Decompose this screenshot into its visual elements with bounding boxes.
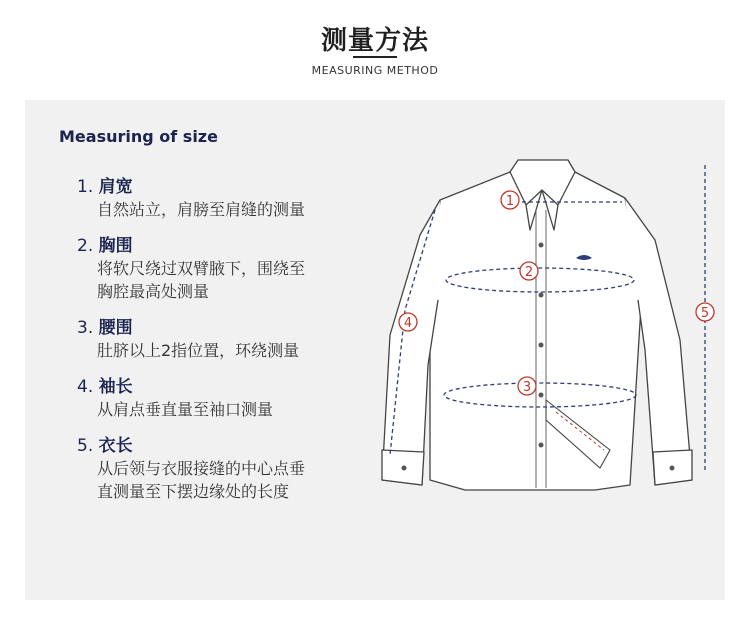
marker-1: [501, 191, 519, 209]
list-item-shoulder: [77, 176, 377, 221]
item-description: 肚脐以上2指位置，环绕测量: [97, 341, 300, 360]
svg-text:2: 2: [524, 265, 534, 280]
list-item-waist: [77, 317, 377, 362]
section-title: Measuring of size: [59, 127, 218, 146]
item-number: 5.: [77, 436, 94, 456]
marker-4: [399, 313, 417, 331]
marker-2: [520, 262, 538, 280]
svg-text:3: 3: [522, 380, 532, 395]
item-number: 2.: [77, 236, 94, 256]
measurement-list: [77, 176, 377, 517]
item-description: 自然站立，肩膀至肩缝的测量: [97, 200, 306, 219]
item-number: 4.: [77, 377, 94, 397]
marker-5: [696, 303, 714, 321]
item-description: 直测量至下摆边缘处的长度: [97, 482, 290, 501]
item-description: 胸腔最高处测量: [97, 282, 210, 301]
item-heading: [77, 235, 377, 257]
item-label: 衣长: [98, 436, 133, 456]
item-label: 肩宽: [98, 177, 133, 197]
item-heading: [77, 317, 377, 339]
item-description: 将软尺绕过双臂腋下，围绕至: [97, 259, 306, 278]
item-description: 从后领与衣服接缝的中心点垂: [97, 459, 306, 478]
list-item-chest: [77, 235, 377, 303]
item-label: 袖长: [98, 377, 133, 397]
item-heading: [77, 176, 377, 198]
list-item-length: [77, 435, 377, 503]
item-number: 1.: [77, 177, 94, 197]
page-subtitle: MEASURING METHOD: [311, 64, 439, 77]
item-number: 3.: [77, 318, 94, 338]
item-label: 胸围: [98, 236, 133, 256]
item-heading: [77, 435, 377, 457]
svg-text:4: 4: [403, 316, 413, 331]
item-heading: [77, 376, 377, 398]
svg-text:1: 1: [505, 194, 515, 209]
list-item-sleeve: [77, 376, 377, 421]
shirt-diagram: [360, 150, 730, 510]
marker-3: [518, 377, 536, 395]
svg-text:5: 5: [700, 306, 710, 321]
page-title: 测量方法: [320, 26, 429, 56]
item-label: 腰围: [98, 318, 133, 338]
title-underline: [353, 56, 397, 58]
item-description: 从肩点垂直量至袖口测量: [97, 400, 274, 419]
